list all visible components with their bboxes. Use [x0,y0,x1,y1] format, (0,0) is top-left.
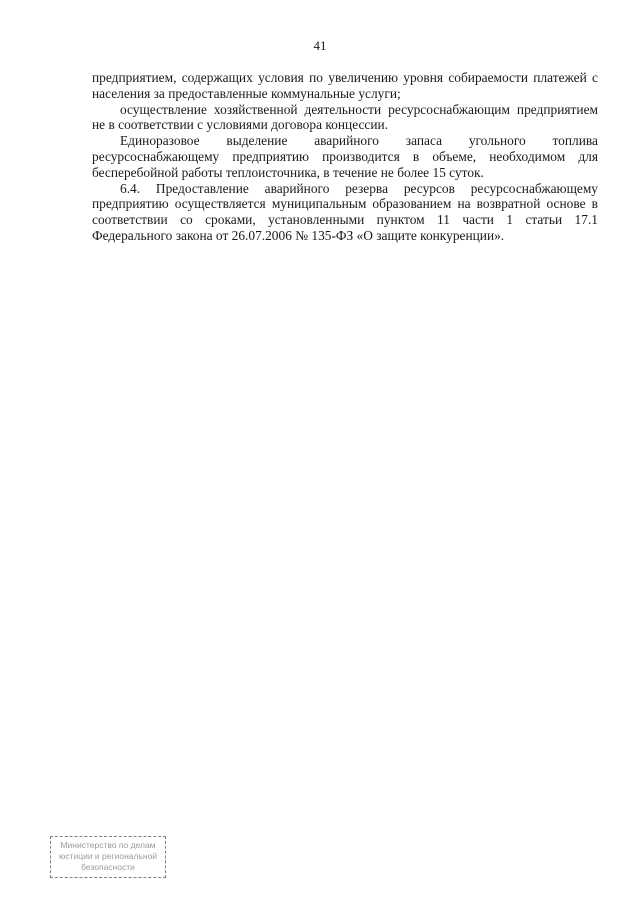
page-number: 41 [313,38,327,53]
stamp-line-1: Министерство по делам [60,840,156,850]
registration-stamp [50,836,166,878]
stamp-line-2: юстиции и региональной [58,851,158,861]
paragraph-1: предприятием, содержащих условия по увеличению уровня собираемости платежей с населения за предоставленные коммунальные услуги; [92,70,598,101]
paragraph-4: 6.4. Предоставление аварийного резерва ресурсов ресурсоснабжающему предприятию осуществляется муниципальным образованием на возвратной основе в соответствии со сроками, установленными пунктом 11 части 1 статьи 17.1 Федерального закона от 26.07.2006 № 135-ФЗ «О защите конкуренции». [92,180,598,243]
stamp-line-3: безопасности [81,862,135,872]
paragraph-3: Единоразовое выделение аварийного запаса угольного топлива ресурсоснабжающему предприятию производится в объеме, необходимом для бесперебойной работы теплоисточника, в течение не более 15 суток. [92,133,598,180]
paragraph-2: осуществление хозяйственной деятельности ресурсоснабжающим предприятием не в соответствии с условиями договора концессии. [92,101,598,133]
document-body [92,70,598,244]
